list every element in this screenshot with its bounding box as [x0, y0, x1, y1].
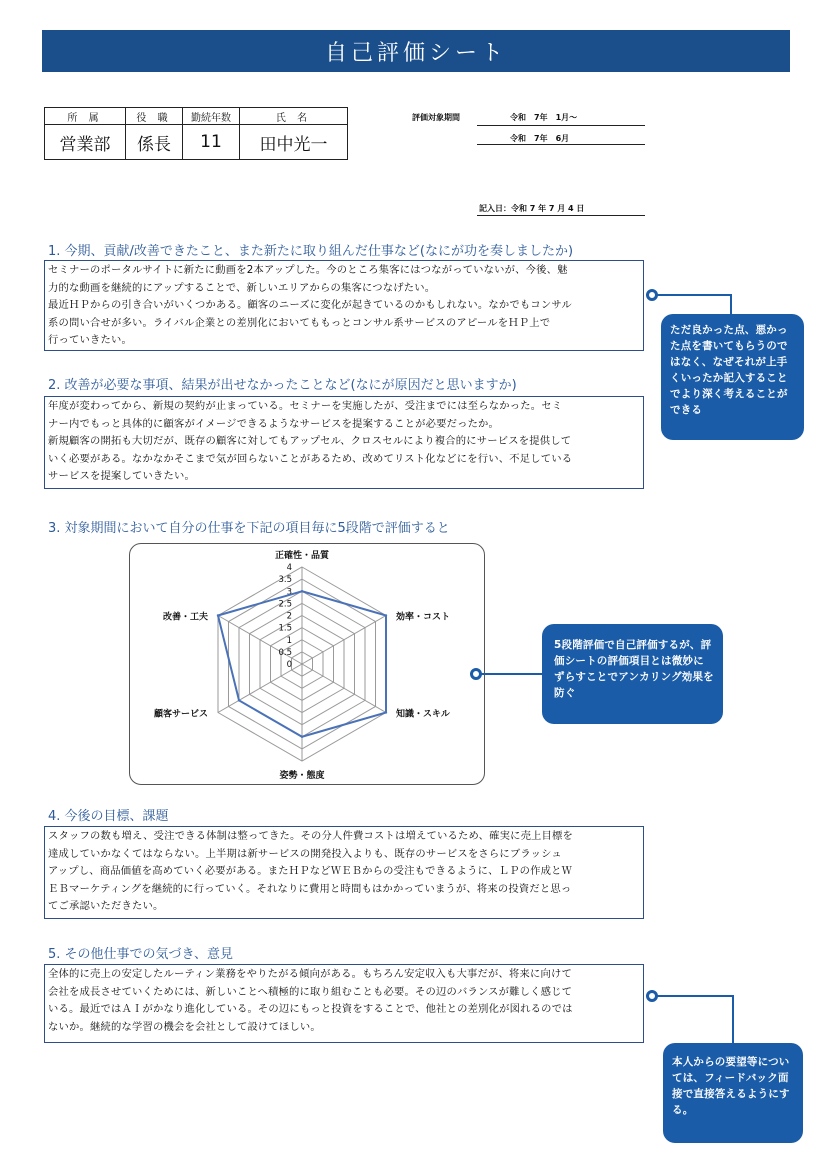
section-5-line: 会社を成長させていくためには、新しいことへ積極的に取り組むことも必要。その辺のバランスが難しく感じて — [48, 985, 573, 998]
section-4-line: 達成していかなくてはならない。上半期は新サービスの開発投入よりも、既存のサービスをさらにブラッシュ — [48, 847, 562, 860]
period-end: 令和 7年 6月 — [510, 134, 570, 143]
period-end-rule — [477, 144, 645, 145]
radar-tick-label: 4 — [286, 563, 292, 573]
radar-data-point — [238, 699, 240, 701]
radar-tick-label: 0.5 — [278, 647, 292, 658]
entry-date-rule — [477, 215, 645, 216]
callout-2-connector — [480, 673, 542, 675]
section-5-line: 全体的に売上の安定したルーティン業務をやりたがる傾向がある。もちろん安定収入も大事だが、将来に向けて — [48, 968, 573, 980]
section-3-title: 3. 対象期間において自分の仕事を下記の項目毎に5段階で評価すると — [48, 521, 450, 536]
callout-2: 5段階評価で自己評価するが、評価シートの評価項目とは微妙にずらすことでアンカリング効果を防ぐ — [542, 624, 723, 724]
radar-tick-label: 2 — [286, 611, 292, 622]
radar-axis-label: 姿勢・態度 — [279, 771, 325, 781]
section-4-title: 4. 今後の目標、課題 — [48, 809, 169, 824]
callout-1-connector — [656, 294, 732, 296]
section-4-line: スタッフの数も増え、受注できる体制は整ってきた。その分人件費コストは増えているため、確実に売上目標を — [48, 830, 574, 842]
radar-data-point — [385, 614, 387, 616]
section-5-title: 5. その他仕事での気づき、意見 — [48, 947, 234, 962]
section-2-line: 新規顧客の開拓も大切だが、既存の顧客に対してもアップセル、クロスセルにより複合的にサービスを提供して — [48, 435, 572, 448]
section-1-line: 行っていきたい。 — [48, 334, 132, 347]
section-1-title: 1. 今期、貢献/改善できたこと、また新たに取り組んだ仕事など(なにが功を奏しましたか) — [48, 244, 574, 259]
section-2-line: ナー内でもっと具体的に顧客がイメージできるようなサービスを提案することが必要だったか。 — [48, 417, 500, 430]
radar-tick-label: 1.5 — [278, 623, 292, 634]
radar-axis-label: 知識・スキル — [396, 709, 450, 720]
entry-date: 記入日：令和 7 年 7 月 4 日 — [479, 204, 585, 213]
section-4-line: アップし、商品価値を高めていく必要がある。またＨＰなどＷＥＢからの受注もできるように、ＬＰの作成とＷ — [48, 865, 573, 878]
section-2-line: いく必要がある。なかなかそこまで気が回らないことがあるため、改めてリスト化などにを行い、不足している — [48, 452, 573, 465]
page-title: 自己評価シート — [42, 30, 790, 72]
radar-axis-label: 改善・工夫 — [162, 612, 208, 623]
section-2-line: 年度が変わってから、新規の契約が止まっている。セミナーを実施したが、受注までには至らなかった。セミ — [48, 400, 563, 412]
years-value: 11 — [183, 125, 240, 160]
section-4-line: てご承認いただきたい。 — [48, 900, 164, 913]
period-start: 令和 7年 1月～ — [510, 113, 578, 122]
section-5-box — [44, 964, 644, 1043]
header-department: 所 属 — [45, 108, 126, 125]
period-label: 評価対象期間 — [412, 113, 460, 122]
section-5-line: ないか。継続的な学習の機会を会社として設けてほしい。 — [48, 1020, 321, 1033]
section-1-line: 系の問い合せが多い。ライバル企業との差別化においてももっとコンサル系サービスのアピールをＨＰ上で — [48, 316, 551, 329]
radar-axis-label: 効率・コスト — [396, 612, 451, 623]
radar-tick-label: 3.5 — [278, 575, 292, 586]
period-start-rule — [477, 125, 645, 126]
callout-1-connector-vertical — [730, 294, 732, 314]
department-value: 営業部 — [45, 125, 126, 160]
section-2-title: 2. 改善が必要な事項、結果が出せなかったことなど(なにが原因だと思いますか) — [48, 378, 517, 393]
callout-1: ただ良かった点、悪かった点を書いてもらうのではなく、なぜそれが上手くいったか記入することでより深く考えることができる — [661, 314, 804, 440]
callout-3-connector — [656, 995, 734, 997]
section-1-box — [44, 260, 644, 351]
section-1-line: 力的な動画を継続的にアップすることで、新しいエリアからの集客につなげたい。 — [48, 281, 436, 294]
radar-tick-label: 3 — [286, 587, 292, 598]
section-5-line: いる。最近ではＡＩがかなり進化している。その辺にもっと投資をすることで、他社との差別化が図れるのでは — [48, 1003, 573, 1016]
radar-axis-label: 顧客サービス — [153, 709, 208, 720]
callout-3: 本人からの要望等については、フィードバック面接で直接答えるようにする。 — [663, 1043, 803, 1143]
radar-data-point — [301, 590, 303, 592]
position-value: 係長 — [126, 125, 183, 160]
section-1-line: セミナーのポータルサイトに新たに動画を2本アップした。今のところ集客にはつながっていないが、今後、魅 — [48, 264, 568, 276]
header-years: 勤続年数 — [183, 108, 240, 125]
radar-axis-label: 正確性・品質 — [274, 551, 330, 561]
section-1-line: 最近ＨＰからの引き合いがいくつかある。顧客のニーズに変化が起きているのかもしれない。なかでもコンサル — [48, 299, 572, 312]
section-4-box — [44, 826, 644, 919]
radar-tick-label: 2.5 — [278, 599, 292, 610]
radar-tick-label: 0 — [286, 660, 292, 670]
section-2-line: サービスを提案していきたい。 — [48, 470, 195, 483]
radar-data-point — [217, 614, 219, 616]
radar-chart-frame — [129, 543, 485, 785]
employee-info-table — [44, 107, 348, 160]
name-value: 田中光一 — [240, 125, 348, 160]
section-2-box — [44, 396, 644, 489]
header-position: 役 職 — [126, 108, 183, 125]
radar-tick-label: 1 — [286, 635, 292, 646]
header-name: 氏 名 — [240, 108, 348, 125]
callout-3-connector-vertical — [732, 995, 734, 1043]
radar-chart — [130, 544, 486, 786]
section-4-line: ＥＢマーケティングを継続的に行っていく。それなりに費用と時間もはかかっていまうが、将来の投資だと思っ — [48, 882, 572, 895]
radar-data-point — [385, 711, 387, 713]
radar-data-point — [301, 736, 303, 738]
